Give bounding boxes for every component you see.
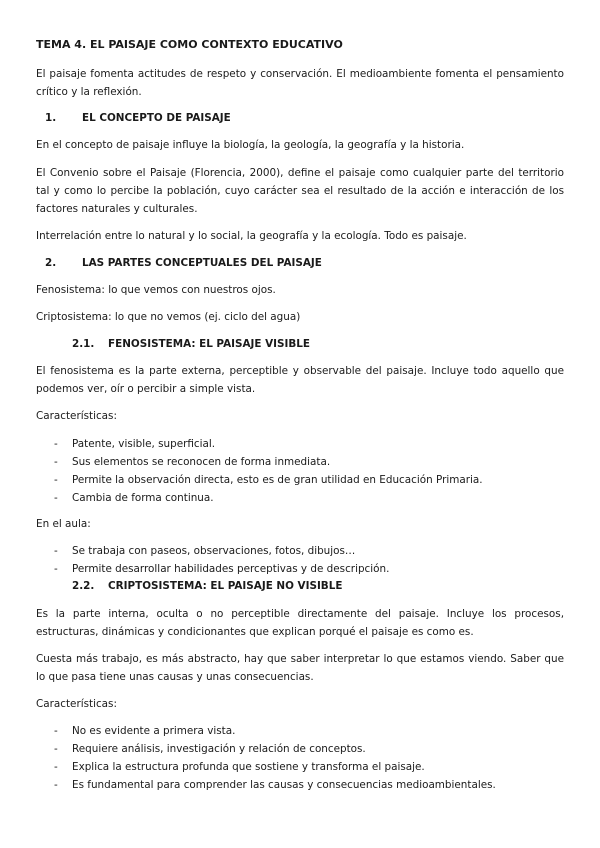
section-2-paragraph-2: Criptosistema: lo que no vemos (ej. ciclo del agua) bbox=[36, 311, 301, 323]
list-item: - Es fundamental para comprender las causas y consecuencias medioambientales. bbox=[54, 779, 496, 791]
section-1-paragraph-1: En el concepto de paisaje influye la biología, la geología, la geografía y la historia. bbox=[36, 139, 465, 151]
list-item: - Cambia de forma continua. bbox=[54, 492, 214, 504]
section-2-number: 2. bbox=[45, 257, 57, 269]
section-2-1-title: FENOSISTEMA: EL PAISAJE VISIBLE bbox=[108, 338, 310, 350]
list-item: - Patente, visible, superficial. bbox=[54, 438, 216, 450]
section-2-1-characteristics-label: Características: bbox=[36, 410, 117, 422]
section-1-paragraph-3: Interrelación entre lo natural y lo social, la geografía y la ecología. Todo es paisaje. bbox=[36, 230, 467, 242]
section-2-1-heading bbox=[72, 335, 564, 353]
section-2-1-aula-label: En el aula: bbox=[36, 518, 91, 530]
intro-paragraph: El paisaje fomenta actitudes de respeto y conservación. El medioambiente fomenta el pensamiento crítico y la reflexión. bbox=[36, 68, 564, 98]
section-2-heading bbox=[45, 254, 564, 272]
list-item: - Se trabaja con paseos, observaciones, fotos, dibujos… bbox=[54, 545, 356, 557]
section-2-2-number: 2.2. bbox=[72, 580, 95, 592]
section-2-2-paragraph-1: Es la parte interna, oculta o no perceptible directamente del paisaje. Incluye los procesos, estructuras, dinámicas y condicionantes que explican porqué el paisaje es como es. bbox=[36, 608, 564, 638]
section-1-heading bbox=[45, 109, 564, 127]
section-2-2-title: CRIPTOSISTEMA: EL PAISAJE NO VISIBLE bbox=[108, 580, 343, 592]
section-1-paragraph-2: El Convenio sobre el Paisaje (Florencia, 2000), define el paisaje como cualquier parte del territorio tal y como lo percibe la población, cuyo carácter sea el resultado de la acción e interacción de los factores naturales y culturales. bbox=[36, 167, 564, 215]
section-2-paragraph-1: Fenosistema: lo que vemos con nuestros ojos. bbox=[36, 284, 276, 296]
list-item: - Permite la observación directa, esto es de gran utilidad en Educación Primaria. bbox=[54, 474, 483, 486]
section-1-number: 1. bbox=[45, 112, 57, 124]
list-item: - Explica la estructura profunda que sostiene y transforma el paisaje. bbox=[54, 761, 425, 773]
list-item: - Requiere análisis, investigación y relación de conceptos. bbox=[54, 743, 366, 755]
section-2-title: LAS PARTES CONCEPTUALES DEL PAISAJE bbox=[82, 257, 322, 269]
document-title: TEMA 4. EL PAISAJE COMO CONTEXTO EDUCATIVO bbox=[36, 38, 343, 51]
section-2-1-number: 2.1. bbox=[72, 338, 95, 350]
section-2-2-paragraph-2: Cuesta más trabajo, es más abstracto, hay que saber interpretar lo que estamos viendo. Saber que lo que pasa tiene unas causas y unas consecuencias. bbox=[36, 653, 564, 683]
section-2-2-heading bbox=[72, 577, 564, 595]
list-item: - No es evidente a primera vista. bbox=[54, 725, 236, 737]
list-item: - Permite desarrollar habilidades perceptivas y de descripción. bbox=[54, 563, 390, 575]
section-1-title: EL CONCEPTO DE PAISAJE bbox=[82, 112, 231, 124]
section-2-1-paragraph: El fenosistema es la parte externa, perceptible y observable del paisaje. Incluye todo aquello que podemos ver, oír o percibir a simple vista. bbox=[36, 365, 564, 395]
list-item: - Sus elementos se reconocen de forma inmediata. bbox=[54, 456, 331, 468]
section-2-2-characteristics-label: Características: bbox=[36, 698, 117, 710]
